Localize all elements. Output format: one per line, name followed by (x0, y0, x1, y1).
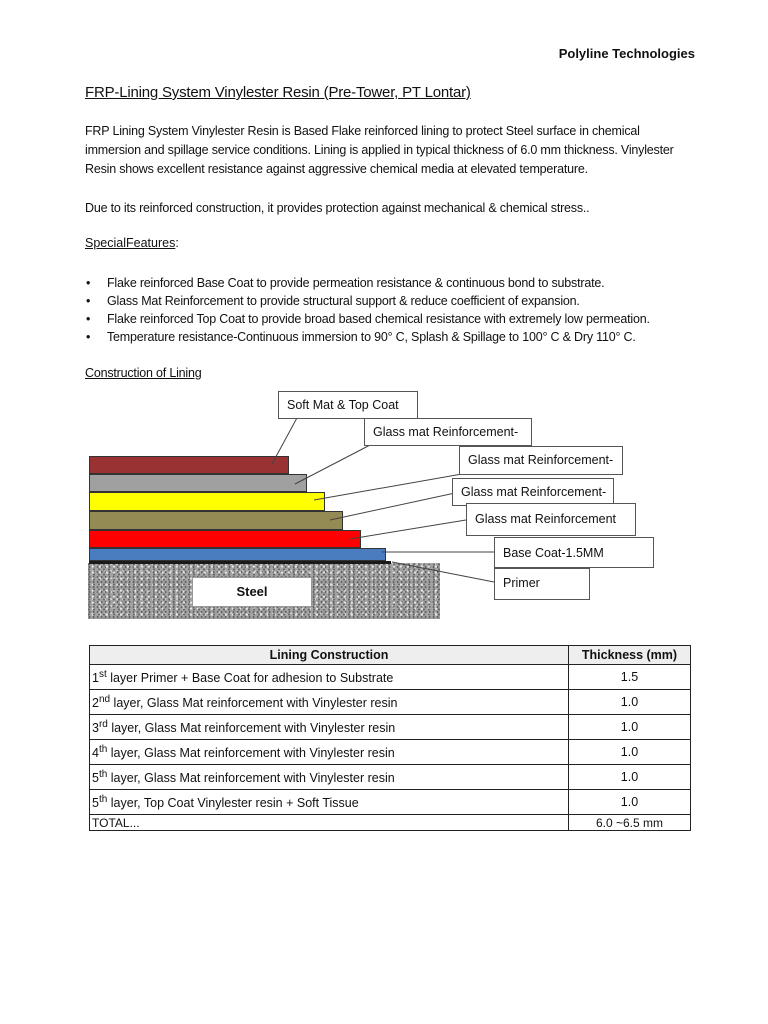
glass-mat-layer-4 (89, 530, 361, 548)
table-row (90, 690, 691, 715)
table-row (90, 765, 691, 790)
row-description (90, 690, 569, 715)
ordinal-number: 5 (92, 796, 99, 811)
list-item (85, 274, 705, 292)
construction-heading: Construction of Lining (85, 366, 202, 380)
table-header-row (90, 646, 691, 665)
document-title: FRP-Lining System Vinylester Resin (Pre-Tower, PT Lontar) (85, 84, 471, 101)
feature-text: Glass Mat Reinforcement to provide structural support & reduce coefficient of expansion. (107, 294, 580, 308)
row-text: layer Primer + Base Coat for adhesion to Substrate (106, 671, 394, 686)
row-text: layer, Glass Mat reinforcement with Vinylester resin (110, 696, 398, 711)
ordinal-suffix: th (98, 768, 108, 780)
table-total-row (90, 815, 691, 831)
ordinal-number: 5 (92, 771, 99, 786)
special-features-heading-colon: : (175, 236, 179, 250)
reinforcement-paragraph: Due to its reinforced construction, it provides protection against mechanical & chemical stress.. (85, 201, 590, 215)
bullet-icon: • (86, 294, 91, 308)
row-text: layer, Glass Mat reinforcement with Vinylester resin (107, 746, 395, 761)
special-features-heading-text: SpecialFeatures (85, 236, 176, 250)
row-description (90, 790, 569, 815)
glass-mat-layer-1 (89, 474, 307, 492)
row-description (90, 765, 569, 790)
ordinal-suffix: st (98, 668, 107, 680)
row-description (90, 665, 569, 690)
row-text: layer, Glass Mat reinforcement with Vinylester resin (107, 721, 396, 736)
row-thickness: 1.0 (569, 765, 691, 790)
row-thickness: 1.5 (569, 665, 691, 690)
primer-layer (89, 561, 391, 564)
callout-glass-mat-1: Glass mat Reinforcement- (364, 418, 532, 446)
row-thickness: 1.0 (569, 715, 691, 740)
callout-glass-mat-4: Glass mat Reinforcement (466, 503, 636, 536)
list-item (85, 292, 705, 310)
top-coat-layer (89, 456, 289, 474)
ordinal-suffix: th (98, 743, 108, 755)
ordinal-suffix: rd (98, 718, 108, 730)
row-description (90, 715, 569, 740)
intro-paragraph: FRP Lining System Vinylester Resin is Based Flake reinforced lining to protect Steel surface in chemical immersion and spillage service conditions. Lining is applied in typical thickness of 6.0 mm thickness. Vinylester Resin shows excellent resistance against aggressive chemical media at elevated temperature. (85, 124, 674, 176)
special-features-list (85, 274, 705, 346)
row-description (90, 740, 569, 765)
column-header-thickness: Thickness (mm) (569, 646, 691, 665)
feature-text: Temperature resistance-Continuous immersion to 90° C, Splash & Spillage to 100° C & Dry 110° C. (107, 330, 636, 344)
row-thickness: 1.0 (569, 790, 691, 815)
callout-glass-mat-2: Glass mat Reinforcement- (459, 446, 623, 475)
row-thickness: 1.0 (569, 690, 691, 715)
lining-construction-table (89, 645, 691, 831)
base-coat-layer (89, 548, 386, 561)
row-text: layer, Top Coat Vinylester resin + Soft Tissue (107, 796, 359, 811)
callout-soft-mat-top-coat: Soft Mat & Top Coat (278, 391, 418, 419)
callout-glass-mat-3: Glass mat Reinforcement- (452, 478, 614, 506)
ordinal-suffix: nd (98, 693, 111, 705)
table-row (90, 790, 691, 815)
callout-primer: Primer (494, 568, 590, 600)
list-item (85, 310, 705, 328)
callout-base-coat: Base Coat-1.5MM (494, 537, 654, 568)
total-thickness: 6.0 ~6.5 mm (569, 815, 691, 831)
ordinal-number: 3 (92, 721, 99, 736)
feature-text: Flake reinforced Top Coat to provide broad based chemical resistance with extremely low permeation. (107, 312, 650, 326)
total-label: TOTAL... (90, 815, 569, 831)
special-features-heading (85, 236, 179, 250)
table-row (90, 715, 691, 740)
bullet-icon: • (86, 276, 91, 290)
column-header-lining: Lining Construction (90, 646, 569, 665)
list-item (85, 328, 705, 346)
feature-text: Flake reinforced Base Coat to provide permeation resistance & continuous bond to substrate. (107, 276, 605, 290)
ordinal-suffix: th (98, 793, 108, 805)
row-thickness: 1.0 (569, 740, 691, 765)
table-row (90, 740, 691, 765)
ordinal-number: 4 (92, 746, 99, 761)
bullet-icon: • (86, 312, 91, 326)
company-name: Polyline Technologies (558, 46, 695, 61)
bullet-icon: • (86, 330, 91, 344)
ordinal-number: 1 (92, 671, 99, 686)
glass-mat-layer-3 (89, 511, 343, 530)
steel-label: Steel (192, 577, 312, 607)
table-row (90, 665, 691, 690)
ordinal-number: 2 (92, 696, 99, 711)
row-text: layer, Glass Mat reinforcement with Vinylester resin (107, 771, 395, 786)
glass-mat-layer-2 (89, 492, 325, 511)
